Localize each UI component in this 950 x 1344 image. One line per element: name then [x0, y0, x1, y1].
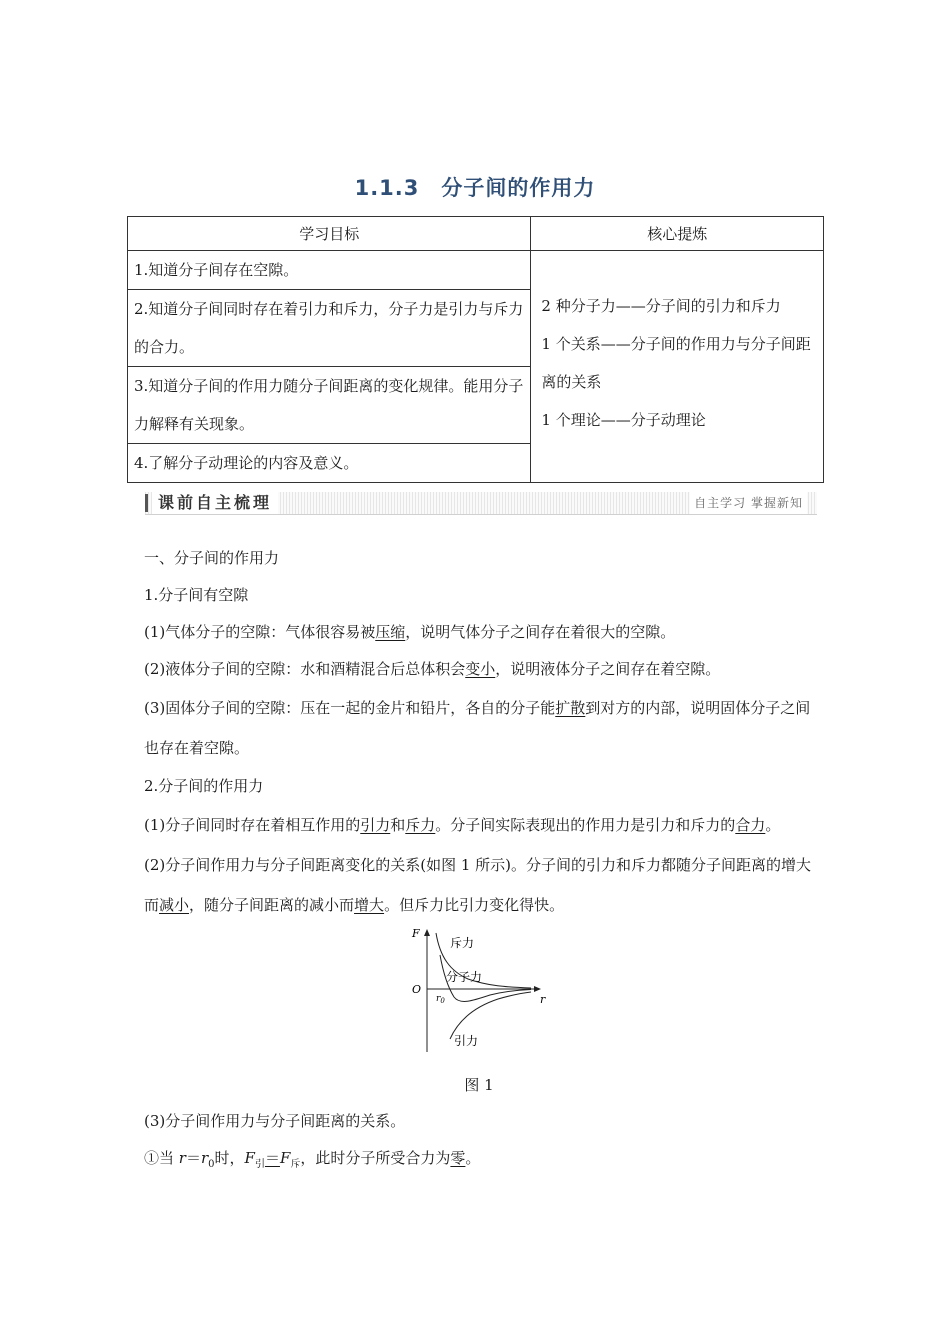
blank-answer: 扩散: [555, 699, 586, 717]
subscript: 0: [208, 1159, 215, 1170]
paragraph-gas: [144, 614, 814, 651]
attraction-label: 引力: [454, 1034, 479, 1048]
page-title: [0, 172, 950, 202]
var-r: r: [178, 1149, 186, 1167]
text: (2)分子间作用力与分子间距离变化的关系(如图 1 所示)。分子间的引力和斥力都随分子间距离的增大而: [144, 856, 812, 914]
core-item: 2 种分子力——分子间的引力和斥力: [541, 297, 781, 315]
blank-answer: 零: [450, 1149, 466, 1167]
text: (3)固体分子间的空隙：压在一起的金片和铅片，各自的分子能: [144, 699, 556, 717]
text: 和: [390, 816, 406, 834]
paragraph-relation: [144, 845, 814, 925]
paragraph-equilibrium: [144, 1140, 814, 1183]
text: ，此时分子所受合力为: [300, 1149, 451, 1167]
subscript: 引: [254, 1159, 265, 1170]
text: 。分子间实际表现出的作用力是引力和斥力的: [435, 816, 736, 834]
header-core-summary: 核心提炼: [531, 217, 824, 251]
subsection-heading: 2.分子间的作用力: [144, 777, 264, 795]
text: (2)液体分子间的空隙：水和酒精混合后总体积会: [144, 660, 466, 678]
subsection-heading: 1.分子间有空隙: [144, 586, 249, 604]
repulsion-label: 斥力: [450, 936, 475, 950]
blank-answer: 斥力: [405, 816, 436, 834]
text: 。但斥力比引力变化得快。: [384, 896, 565, 914]
blank-answer: 压缩: [375, 623, 406, 641]
r0-label: [436, 994, 445, 1005]
text: ，说明液体分子之间存在着空隙。: [495, 660, 721, 678]
goals-table: [127, 216, 824, 483]
text: ①当: [144, 1149, 179, 1167]
banner-bar: [145, 494, 148, 512]
goal-item: 1.知道分子间存在空隙。: [128, 251, 531, 290]
core-item: 1 个关系——分子间的作用力与分子间距离的关系: [541, 335, 811, 391]
text: ，随分子间距离的减小而: [189, 896, 355, 914]
core-item: 1 个理论——分子动理论: [541, 411, 706, 429]
paragraph-relation-title: (3)分子间作用力与分子间距离的关系。: [144, 1112, 406, 1130]
blank-answer: ＝: [264, 1149, 280, 1167]
text: ＝: [185, 1149, 201, 1167]
blank-answer: 减小: [159, 896, 190, 914]
var-r0: r: [200, 1149, 209, 1167]
header-learning-goals: 学习目标: [128, 217, 531, 251]
force-graph: [406, 927, 556, 1057]
text: 。: [465, 1149, 481, 1167]
x-axis-arrow: [534, 986, 541, 992]
paragraph-forces: [144, 805, 814, 845]
paragraph-liquid: [144, 651, 814, 688]
core-summary-cell: [531, 251, 824, 483]
section-banner: [145, 492, 817, 515]
axis-x-label: r: [540, 993, 546, 1006]
attraction-curve: [450, 992, 531, 1039]
text: 时，: [214, 1149, 245, 1167]
main-content: [144, 540, 814, 1183]
blank-answer: 引力: [360, 816, 391, 834]
blank-answer: 合力: [735, 816, 766, 834]
figure-caption: 图 1: [464, 1076, 494, 1094]
section-title: 分子间的作用力: [441, 176, 596, 200]
var-f-attraction: F: [244, 1149, 255, 1167]
section-heading: 一、分子间的作用力: [144, 549, 280, 567]
text: (1)气体分子的空隙：气体很容易被: [144, 623, 376, 641]
banner-heading: 课前自主梳理: [152, 492, 278, 514]
text: (1)分子间同时存在着相互作用的: [144, 816, 361, 834]
blank-answer: 变小: [465, 660, 496, 678]
goal-item: 3.知道分子间的作用力随分子间距离的变化规律。能用分子力解释有关现象。: [128, 367, 531, 444]
section-number: 1.1.3: [354, 176, 420, 200]
molecular-force-label: 分子力: [446, 970, 483, 984]
goal-item: 2.知道分子间同时存在着引力和斥力，分子力是引力与斥力的合力。: [128, 290, 531, 367]
r0-subscript: 0: [440, 997, 445, 1005]
axis-y-label: F: [412, 927, 420, 940]
paragraph-solid: [144, 688, 814, 768]
text: 。: [765, 816, 781, 834]
text: ，说明气体分子之间存在着很大的空隙。: [405, 623, 676, 641]
goal-item: 4.了解分子动理论的内容及意义。: [128, 444, 531, 483]
y-axis-arrow: [424, 929, 430, 936]
force-distance-figure: [144, 927, 814, 1067]
text: 到对方的内部，说明固体分子之间也存在着空隙。: [144, 699, 811, 757]
origin-label: O: [412, 983, 422, 996]
r0-symbol: r: [436, 994, 441, 1004]
subscript: 斥: [290, 1159, 301, 1170]
blank-answer: 增大: [354, 896, 385, 914]
var-f-repulsion: F: [279, 1149, 291, 1167]
banner-tag: 自主学习 掌握新知: [690, 492, 807, 514]
